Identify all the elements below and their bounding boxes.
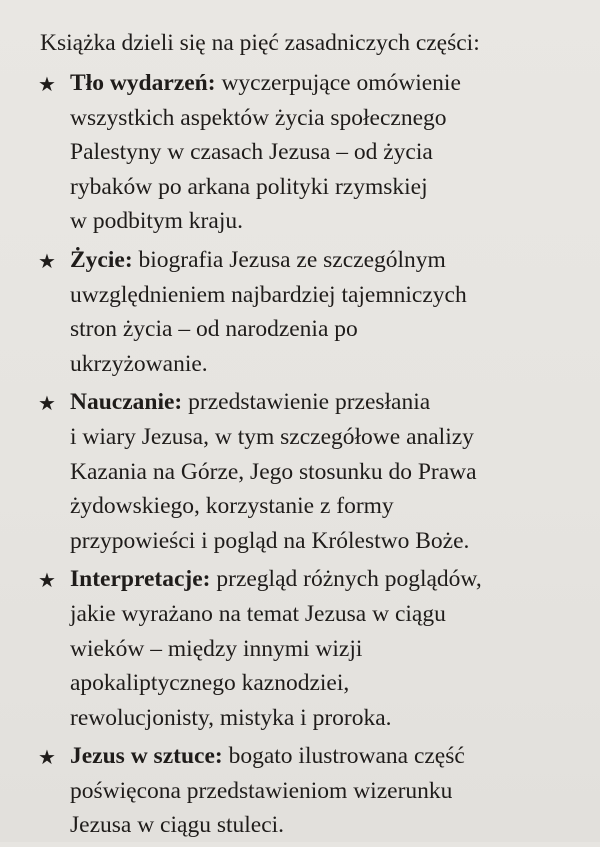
list-item	[38, 243, 578, 381]
star-icon: ★	[38, 570, 56, 593]
star-icon: ★	[38, 74, 56, 96]
item-line: jakie wyrażano na temat Jezusa w ciągu	[70, 600, 446, 627]
item-line: uwzględnieniem najbardziej tajemniczych	[70, 281, 467, 308]
item-term: Interpretacje:	[70, 566, 211, 593]
item-line: przypowieści i pogląd na Królestwo Boże.	[70, 527, 470, 554]
item-text: wyczerpujące omówienie	[215, 70, 461, 96]
item-line: wszystkich aspektów życia społecznego	[70, 104, 447, 131]
item-line	[70, 243, 578, 278]
item-line: Kazania na Górze, Jego stosunku do Prawa	[70, 458, 477, 485]
star-icon: ★	[38, 393, 56, 416]
list-item	[38, 562, 578, 735]
item-line	[70, 562, 578, 597]
item-line: stron życia – od narodzenia po	[70, 316, 358, 343]
item-line	[70, 66, 578, 101]
list-item	[38, 385, 578, 558]
item-text: przegląd różnych poglądów,	[210, 566, 482, 593]
list-item	[38, 739, 578, 843]
item-line: poświęcona przedstawieniom wizerunku	[70, 777, 453, 804]
item-line: apokaliptycznego kaznodziei,	[70, 670, 350, 697]
item-line: ukrzyżowanie.	[70, 350, 208, 377]
item-line: Palestyny w czasach Jezusa – od życia	[70, 139, 433, 166]
item-line: wieków – między innymi wizji	[70, 635, 363, 662]
star-icon: ★	[38, 250, 56, 273]
item-line: rybaków po arkana polityki rzymskiej	[70, 173, 428, 200]
parts-list	[38, 66, 578, 847]
item-line: w podbitym kraju.	[70, 208, 243, 235]
item-text: biografia Jezusa ze szczególnym	[132, 246, 446, 273]
star-icon: ★	[38, 747, 56, 770]
item-line	[70, 739, 578, 774]
item-text: przedstawienie przesłania	[182, 389, 431, 416]
item-term: Jezus w sztuce:	[70, 743, 223, 770]
item-term: Życie:	[70, 246, 133, 273]
item-term: Nauczanie:	[70, 389, 183, 416]
list-item	[38, 66, 578, 239]
intro-text: Książka dzieli się na pięć zasadniczych części:	[40, 30, 480, 56]
item-text: bogato ilustrowana część	[222, 743, 465, 770]
item-line	[70, 385, 578, 420]
item-line: Jezusa w ciągu stuleci.	[70, 812, 285, 839]
item-line: i wiary Jezusa, w tym szczegółowe analizy	[70, 423, 474, 450]
item-line: rewolucjonisty, mistyka i proroka.	[70, 704, 392, 731]
item-line: żydowskiego, korzystanie z formy	[70, 493, 394, 520]
item-term: Tło wydarzeń:	[70, 70, 216, 96]
